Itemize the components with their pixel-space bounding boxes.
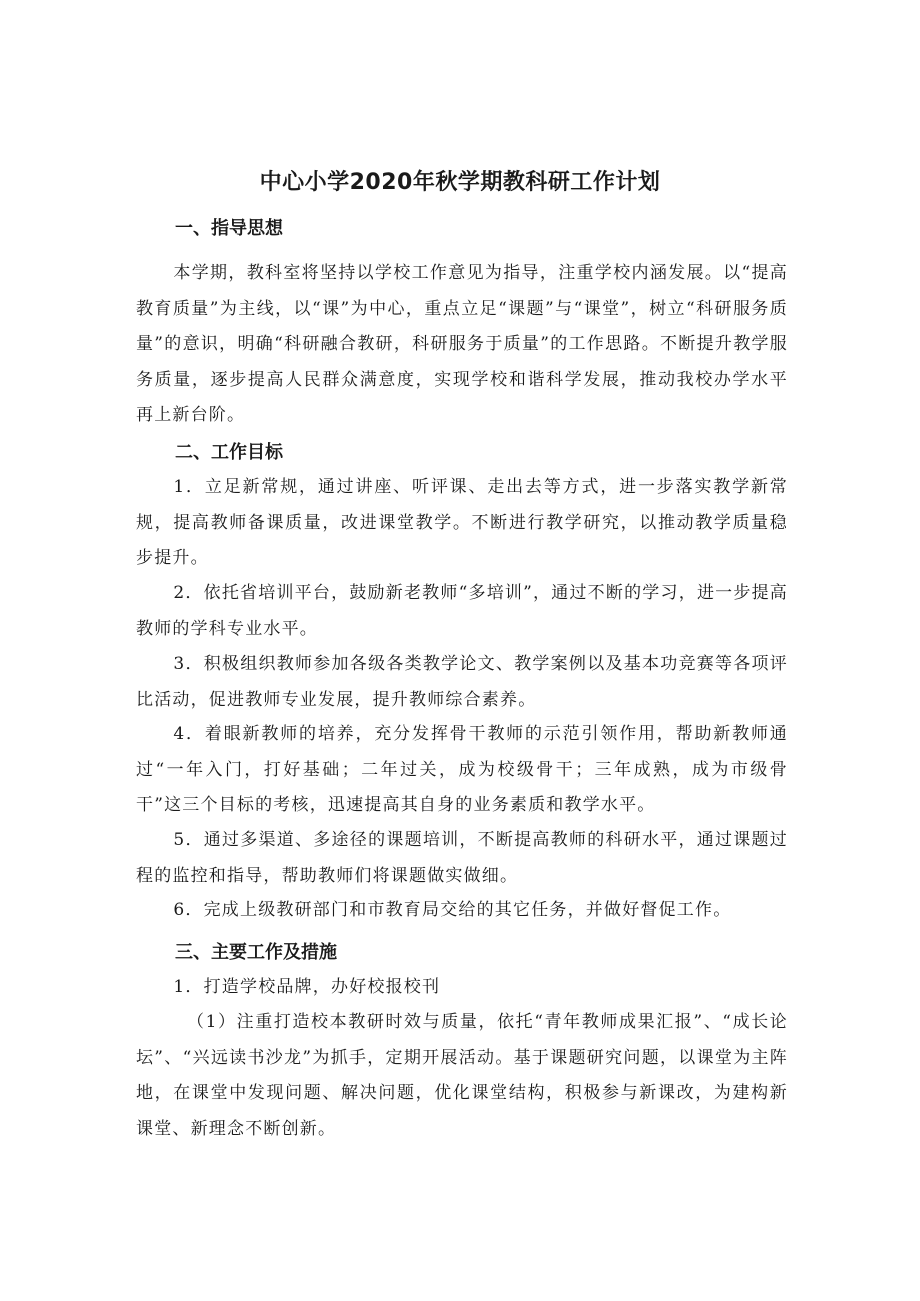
paragraph-goal-1: 1．立足新常规，通过讲座、听评课、走出去等方式，进一步落实教学新常规，提高教师备课质量，改进课堂教学。不断进行教学研究，以推动教学质量稳步提升。 [136,477,788,568]
paragraph-goal-3: 3．积极组织教师参加各级各类教学论文、教学案例以及基本功竞赛等各项评比活动，促进教师专业发展，提升教师综合素养。 [136,654,788,710]
paragraph-guiding-ideology: 本学期，教科室将坚持以学校工作意见为指导，注重学校内涵发展。以“提高教育质量”为主线，以“课”为中心，重点立足“课题”与“课堂”，树立“科研服务质量”的意识，明确“科研融合教研，科研服务于质量”的工作思路。不断提升教学服务质量，逐步提高人民群众满意度，实现学校和谐科学发展，推动我校办学水平再上新台阶。 [136,263,788,425]
paragraph-measure-1: 1．打造学校品牌，办好校报校刊 [173,977,441,997]
section-heading-main-work: 三、主要工作及措施 [175,942,337,963]
section-heading-work-goals: 二、工作目标 [175,442,283,463]
section-heading-guiding-ideology: 一、指导思想 [175,218,283,239]
paragraph-goal-6: 6．完成上级教研部门和市教育局交给的其它任务，并做好督促工作。 [173,900,732,920]
paragraph-goal-5: 5．通过多渠道、多途径的课题培训，不断提高教师的科研水平，通过课题过程的监控和指导，帮助教师们将课题做实做细。 [136,830,788,886]
paragraph-goal-4: 4．着眼新教师的培养，充分发挥骨干教师的示范引领作用，帮助新教师通过“一年入门，打好基础；二年过关，成为校级骨干；三年成熟，成为市级骨干”这三个目标的考核，迅速提高其自身的业务素质和教学水平。 [136,724,788,815]
document-title: 中心小学2020年秋学期教科研工作计划 [259,170,661,195]
paragraph-goal-2: 2．依托省培训平台，鼓励新老教师“多培训”，通过不断的学习，进一步提高教师的学科专业水平。 [136,583,788,639]
paragraph-measure-1-1: （1）注重打造校本教研时效与质量，依托“青年教师成果汇报”、“成长论坛”、“兴远读书沙龙”为抓手，定期开展活动。基于课题研究问题，以课堂为主阵地，在课堂中发现问题、解决问题，优化课堂结构，积极参与新课改，为建构新课堂、新理念不断创新。 [136,1012,788,1139]
